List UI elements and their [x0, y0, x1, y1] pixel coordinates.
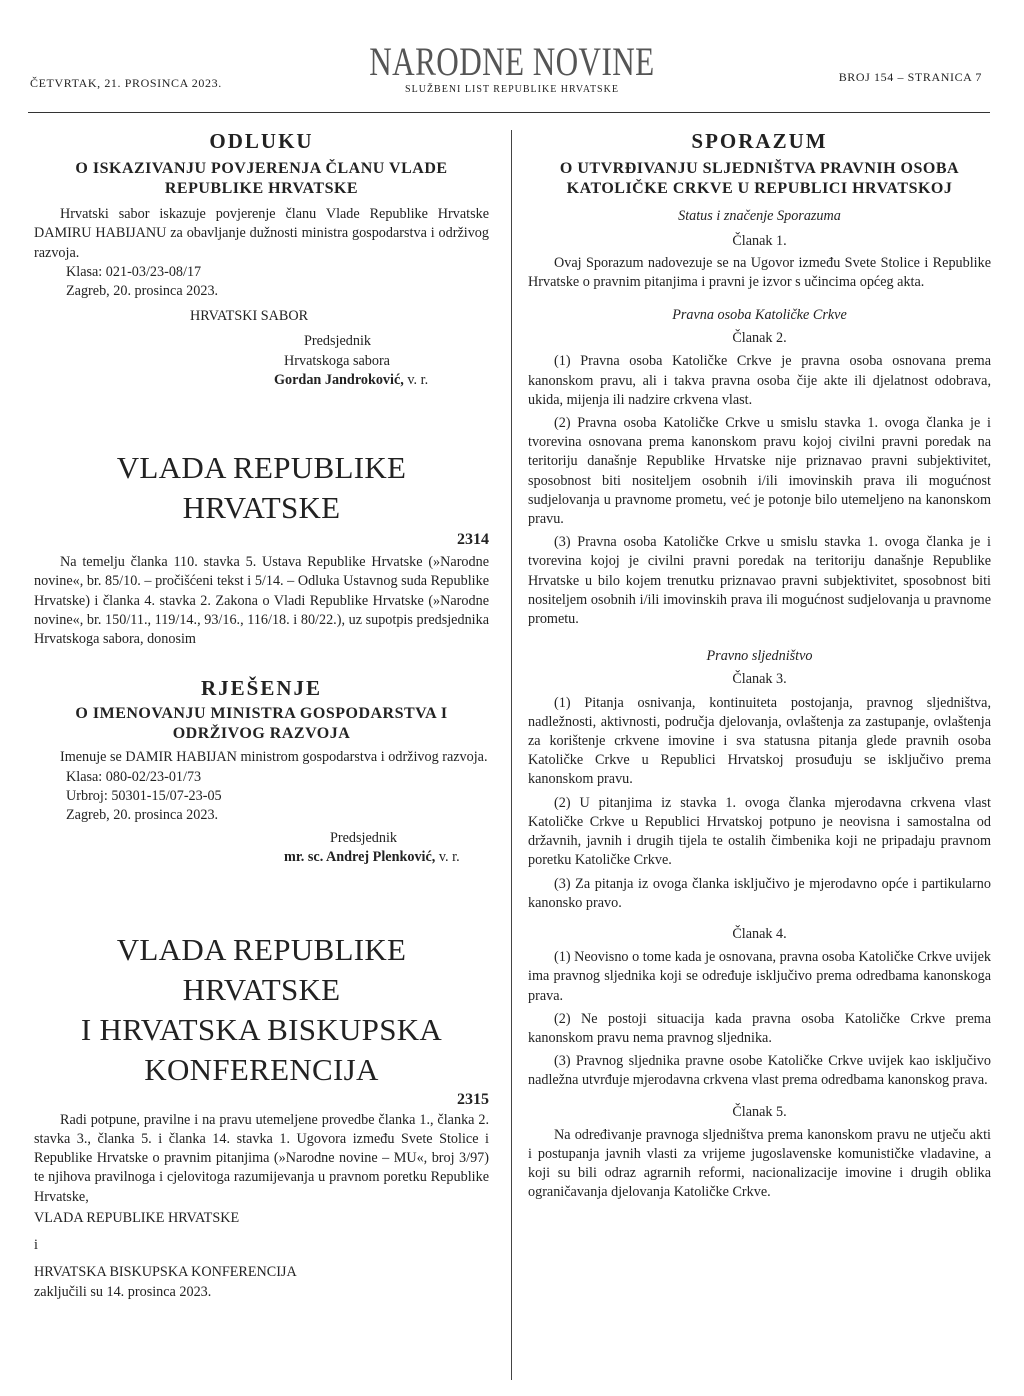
clanak-4-p3: (3) Pravnog sljednika pravne osobe Katoličke Crkve uvijek kao isključivo nadležna utvrđuje mjerodavna crkvena vlast prema odredbama kanonskog prava.	[528, 1053, 991, 1089]
clanak-4-p2: (2) Ne postoji situacija kada pravna osoba Katoličke Crkve prema kanonskom pravu nema pravnog sljednika.	[528, 1010, 991, 1046]
rjesenje-title: RJEŠENJE	[200, 676, 323, 701]
clanak-3-p3: (3) Za pitanja iz ovoga članka isključivo je mjerodavno opće i partikularno kanonsko pravo.	[528, 875, 991, 911]
column-divider	[511, 130, 512, 1380]
odluka-subtitle: O ISKAZIVANJU POVJERENJA ČLANU VLADE REPUBLIKE HRVATSKE	[75, 160, 448, 198]
odluka-signature	[34, 371, 489, 390]
header-rule	[28, 112, 990, 113]
clanak-2-p2: (2) Pravna osoba Katoličke Crkve u smislu stavka 1. ovoga članka je i tvorevina osnovana prema kanonskom pravu kojoj civilni pravni poredak na teritoriju današnje Republike Hrvatske nije priznavao pravni subjektivitet, sposobnost biti nositeljem osobnih i/ili imovinskih prava ili mogućnost sudjelovanja u pravnome prometu, već je potonje bilo utemeljeno na kanonskom pravu.	[528, 415, 991, 528]
vlada2-heading	[34, 930, 489, 1090]
sporazum-title: SPORAZUM	[691, 129, 828, 153]
vlada2-party1: VLADA REPUBLIKE HRVATSKE	[34, 1209, 240, 1226]
clanak-1: Članak 1.	[732, 233, 787, 250]
odluka-sig-role1: Predsjednik	[304, 333, 371, 350]
clanak-5: Članak 5.	[732, 1103, 787, 1120]
sporazum-subtitle: O UTVRĐIVANJU SLJEDNIŠTVA PRAVNIH OSOBA KATOLIČKE CRKVE U REPUBLICI HRVATSKOJ	[559, 160, 960, 198]
odluka-title: ODLUKU	[209, 129, 314, 153]
vlada2-body: Radi potpune, pravilne i na pravu utemeljene provedbe članka 1., članka 2. stavka 3., članka 5. i članka 14. stavka 1. Ugovora između Svete Stolice i Republike Hrvatske o pravnim pitanjima (»Narodne novine – MU«, broj 3/97) te njihova pravilnoga i cjelovitoga razumijevanja u pravnom poretku Republike Hrvatske,	[34, 1111, 489, 1205]
vlada2-concluded: zaključili su 14. prosinca 2023.	[34, 1283, 212, 1300]
odluka-date: Zagreb, 20. prosinca 2023.	[66, 283, 219, 300]
rjesenje-body: Imenuje se DAMIR HABIJAN ministrom gospodarstva i održivog razvoja.	[60, 749, 488, 766]
odluka-sabor: HRVATSKI SABOR	[190, 308, 309, 325]
clanak-4-p1: (1) Neovisno o tome kada je osnovana, pravna osoba Katoličke Crkve uvijek ima pravnog sljednika koji se određuje isključivo prema odredbama kanonskoga prava.	[528, 949, 991, 1004]
clanak-3: Članak 3.	[732, 671, 787, 688]
header-date: ČETVRTAK, 21. PROSINCA 2023.	[30, 76, 222, 90]
section-pravna-osoba: Pravna osoba Katoličke Crkve	[672, 307, 847, 324]
rjesenje-signature	[34, 848, 489, 867]
clanak-3-p1: (1) Pitanja osnivanja, kontinuiteta postojanja, pravnog sljedništva, nadležnosti, aktivnosti, područja djelovanja, ovlaštenja za zastupanje, ovlaštenja za korištenje crkvene imovine i sva statusna pitanja glede pravnih osoba Katoličke Crkve u Republici Hrvatskoj prosuđuju se isključivo prema kanonskom pravu.	[528, 694, 991, 788]
rjesenje-klasa: Klasa: 080-02/23-01/73	[66, 768, 202, 785]
left-column	[34, 126, 489, 1302]
clanak-1-text: Ovaj Sporazum nadovezuje se na Ugovor između Svete Stolice i Republike Hrvatske o pravnim pitanjima i pravni je izvor s učincima općeg akta.	[528, 254, 991, 290]
rjesenje-date: Zagreb, 20. prosinca 2023.	[66, 807, 219, 824]
clanak-2-p1: (1) Pravna osoba Katoličke Crkve je pravna osoba osnovana prema kanonskom pravu, ali i takva pravna osoba čije akte ili djelatnost odobrava, ukida, mijenja ili nadzire crkvena vlast.	[528, 353, 991, 408]
vlada2-number: 2315	[457, 1090, 489, 1108]
rjesenje-sig-role: Predsjednik	[330, 830, 397, 847]
vlada1-number: 2314	[457, 531, 489, 549]
vlada2-party2: HRVATSKA BISKUPSKA KONFERENCIJA	[34, 1264, 297, 1281]
vlada2-heading-l1: VLADA REPUBLIKE HRVATSKE	[116, 931, 407, 1007]
vlada2-and: i	[34, 1237, 38, 1254]
vlada2-heading-l2: I HRVATSKA BISKUPSKA	[80, 1011, 443, 1047]
odluka-sig-name: Gordan Jandroković,	[274, 371, 404, 388]
clanak-2: Članak 2.	[732, 330, 787, 347]
header-issue: BROJ 154 – STRANICA 7	[838, 70, 982, 84]
vlada1-body: Na temelju članka 110. stavka 5. Ustava Republike Hrvatske (»Narodne novine«, br. 85/10. – pročišćeni tekst i 5/14. – Odluka Ustavnog suda Republike Hrvatske) i članka 4. stavka 2. Zakona o Vladi Republike Hrvatske (»Narodne novine«, br. 150/11., 119/14., 93/16., 116/18. i 80/22.), uz supotpis predsjednika Hrvatskoga sabora, donosim	[34, 554, 489, 648]
odluka-body: Hrvatski sabor iskazuje povjerenje članu Vlade Republike Hrvatske DAMIRU HABIJANU za obavljanje dužnosti ministra gospodarstva i održivog razvoja.	[34, 206, 489, 261]
odluka-klasa: Klasa: 021-03/23-08/17	[66, 263, 202, 280]
clanak-5-p1: Na određivanje pravnoga sljedništva prema kanonskom pravu ne utječu akti i postupanja javnih vlasti za vrijeme jugoslavenske komunističke vladavine, a koji su bili odraz agrarnih reformi, nacionalizacije imovine i drugih oblika ograničavanja djelovanja Katoličke Crkve.	[528, 1126, 991, 1201]
clanak-4: Članak 4.	[732, 925, 787, 942]
vlada1-heading: VLADA REPUBLIKE HRVATSKE	[116, 450, 407, 526]
rjesenje-subtitle: O IMENOVANJU MINISTRA GOSPODARSTVA I ODRŽIVOG RAZVOJA	[75, 705, 448, 743]
section-sljednistvo: Pravno sljedništvo	[706, 648, 813, 665]
rjesenje-sig-name: mr. sc. Andrej Plenković,	[284, 849, 436, 866]
rjesenje-sig-vr: v. r.	[435, 849, 460, 866]
odluka-sig-vr: v. r.	[403, 371, 429, 388]
clanak-2-p3: (3) Pravna osoba Katoličke Crkve u smislu stavka 1. ovoga članka je i tvorevina kojoj je civilni pravni poredak na teritoriju današnje Republike Hrvatske u bilo kojem trenutku priznavao pravni subjektivitet, sposobnost biti nositeljem osobnih i/ili imovinskih prava ili mogućnost sudjelovanja u pravnome prometu.	[528, 534, 991, 628]
vlada2-heading-l3: KONFERENCIJA	[144, 1051, 379, 1087]
masthead-subtitle: SLUŽBENI LIST REPUBLIKE HRVATSKE	[405, 84, 619, 95]
masthead-title: NARODNE NOVINE	[369, 39, 655, 84]
right-column	[528, 126, 991, 1203]
masthead	[0, 40, 1024, 95]
section-status: Status i značenje Sporazuma	[678, 208, 841, 225]
clanak-3-p2: (2) U pitanjima iz stavka 1. ovoga članka mjerodavna crkvena vlast Katoličke Crkve u Republici Hrvatskoj potpuno je neovisna i samostalna od državnih, javnih i drugih tijela te ostalih čimbenika koji ne pripadaju pravnom poretku Katoličke Crkve.	[528, 794, 991, 869]
rjesenje-urbroj: Urbroj: 50301-15/07-23-05	[66, 787, 222, 804]
odluka-sig-role2: Hrvatskoga sabora	[284, 352, 390, 369]
